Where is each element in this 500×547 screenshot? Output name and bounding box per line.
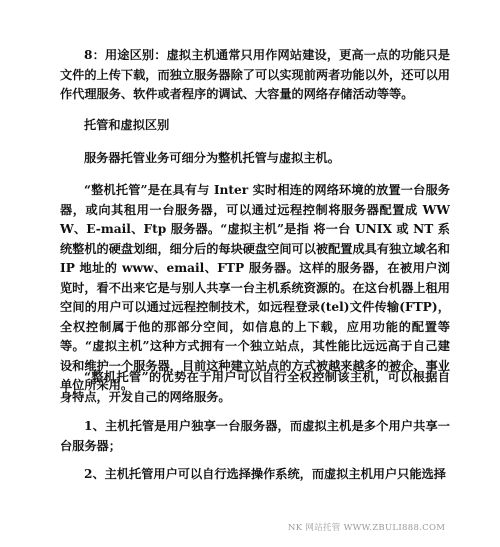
paragraph-point-1: 1、主机托管是用户独享一台服务器，而虚拟主机是多个用户共享一台服务器； <box>60 419 450 453</box>
footer-watermark: NK 网站托管 WWW.ZBULI888.COM <box>288 523 446 533</box>
paragraph-colocation-advantage: “整机托管”的优势在于用户可以自行全权控制该主机，可以根据自身特点，开发自己的网络服务。 <box>60 370 450 404</box>
paragraph-hosting-vs-virtual-heading: 托管和虚拟区别 <box>84 118 170 132</box>
paragraph-point-2: 2、主机托管用户可以自行选择操作系统，而虚拟主机用户只能选择 <box>84 467 446 481</box>
paragraph-usage-difference: 8：用途区别：虚拟主机通常只用作网站建设，更高一点的功能只是文件的上传下载，而独立服务器除了可以实现前两者功能以外，还可以用作代理服务、软件或者程序的调试、大容量的网络存储活动等等。 <box>60 48 450 101</box>
paragraph-hosting-categories: 服务器托管业务可细分为整机托管与虚拟主机。 <box>84 151 340 165</box>
paragraph-colocation-description: “整机托管”是在具有与 Inter 实时相连的网络环境的放置一台服务器，或向其租用一台服务器，可以通过远程控制将服务器配置成 WWW、E-mail、Ftp 服务器。“虚拟主机”是指 将一台 UNIX 或 NT 系统整机的硬盘划细，细分后的每块硬盘空间可以被配置成具有独立域名和 IP 地址的 www、email、FTP 服务器。这样的服务器，在被用户浏览时，看不出来它是与别人共享一台主机系统资源的。在这台机器上租用空间的用户可以通过远程控制技术，如远程登录(tel)文件传输(FTP)，全权控制属于他的那部分空间，如信息的上下载，应用功能的配置等等。“虚拟主机”这种方式拥有一个独立站点，其性能比远远高于自己建设和维护一个服务器，目前这种建立站点的方式被越来越多的被企、事业单位所采用。 <box>60 183 450 392</box>
